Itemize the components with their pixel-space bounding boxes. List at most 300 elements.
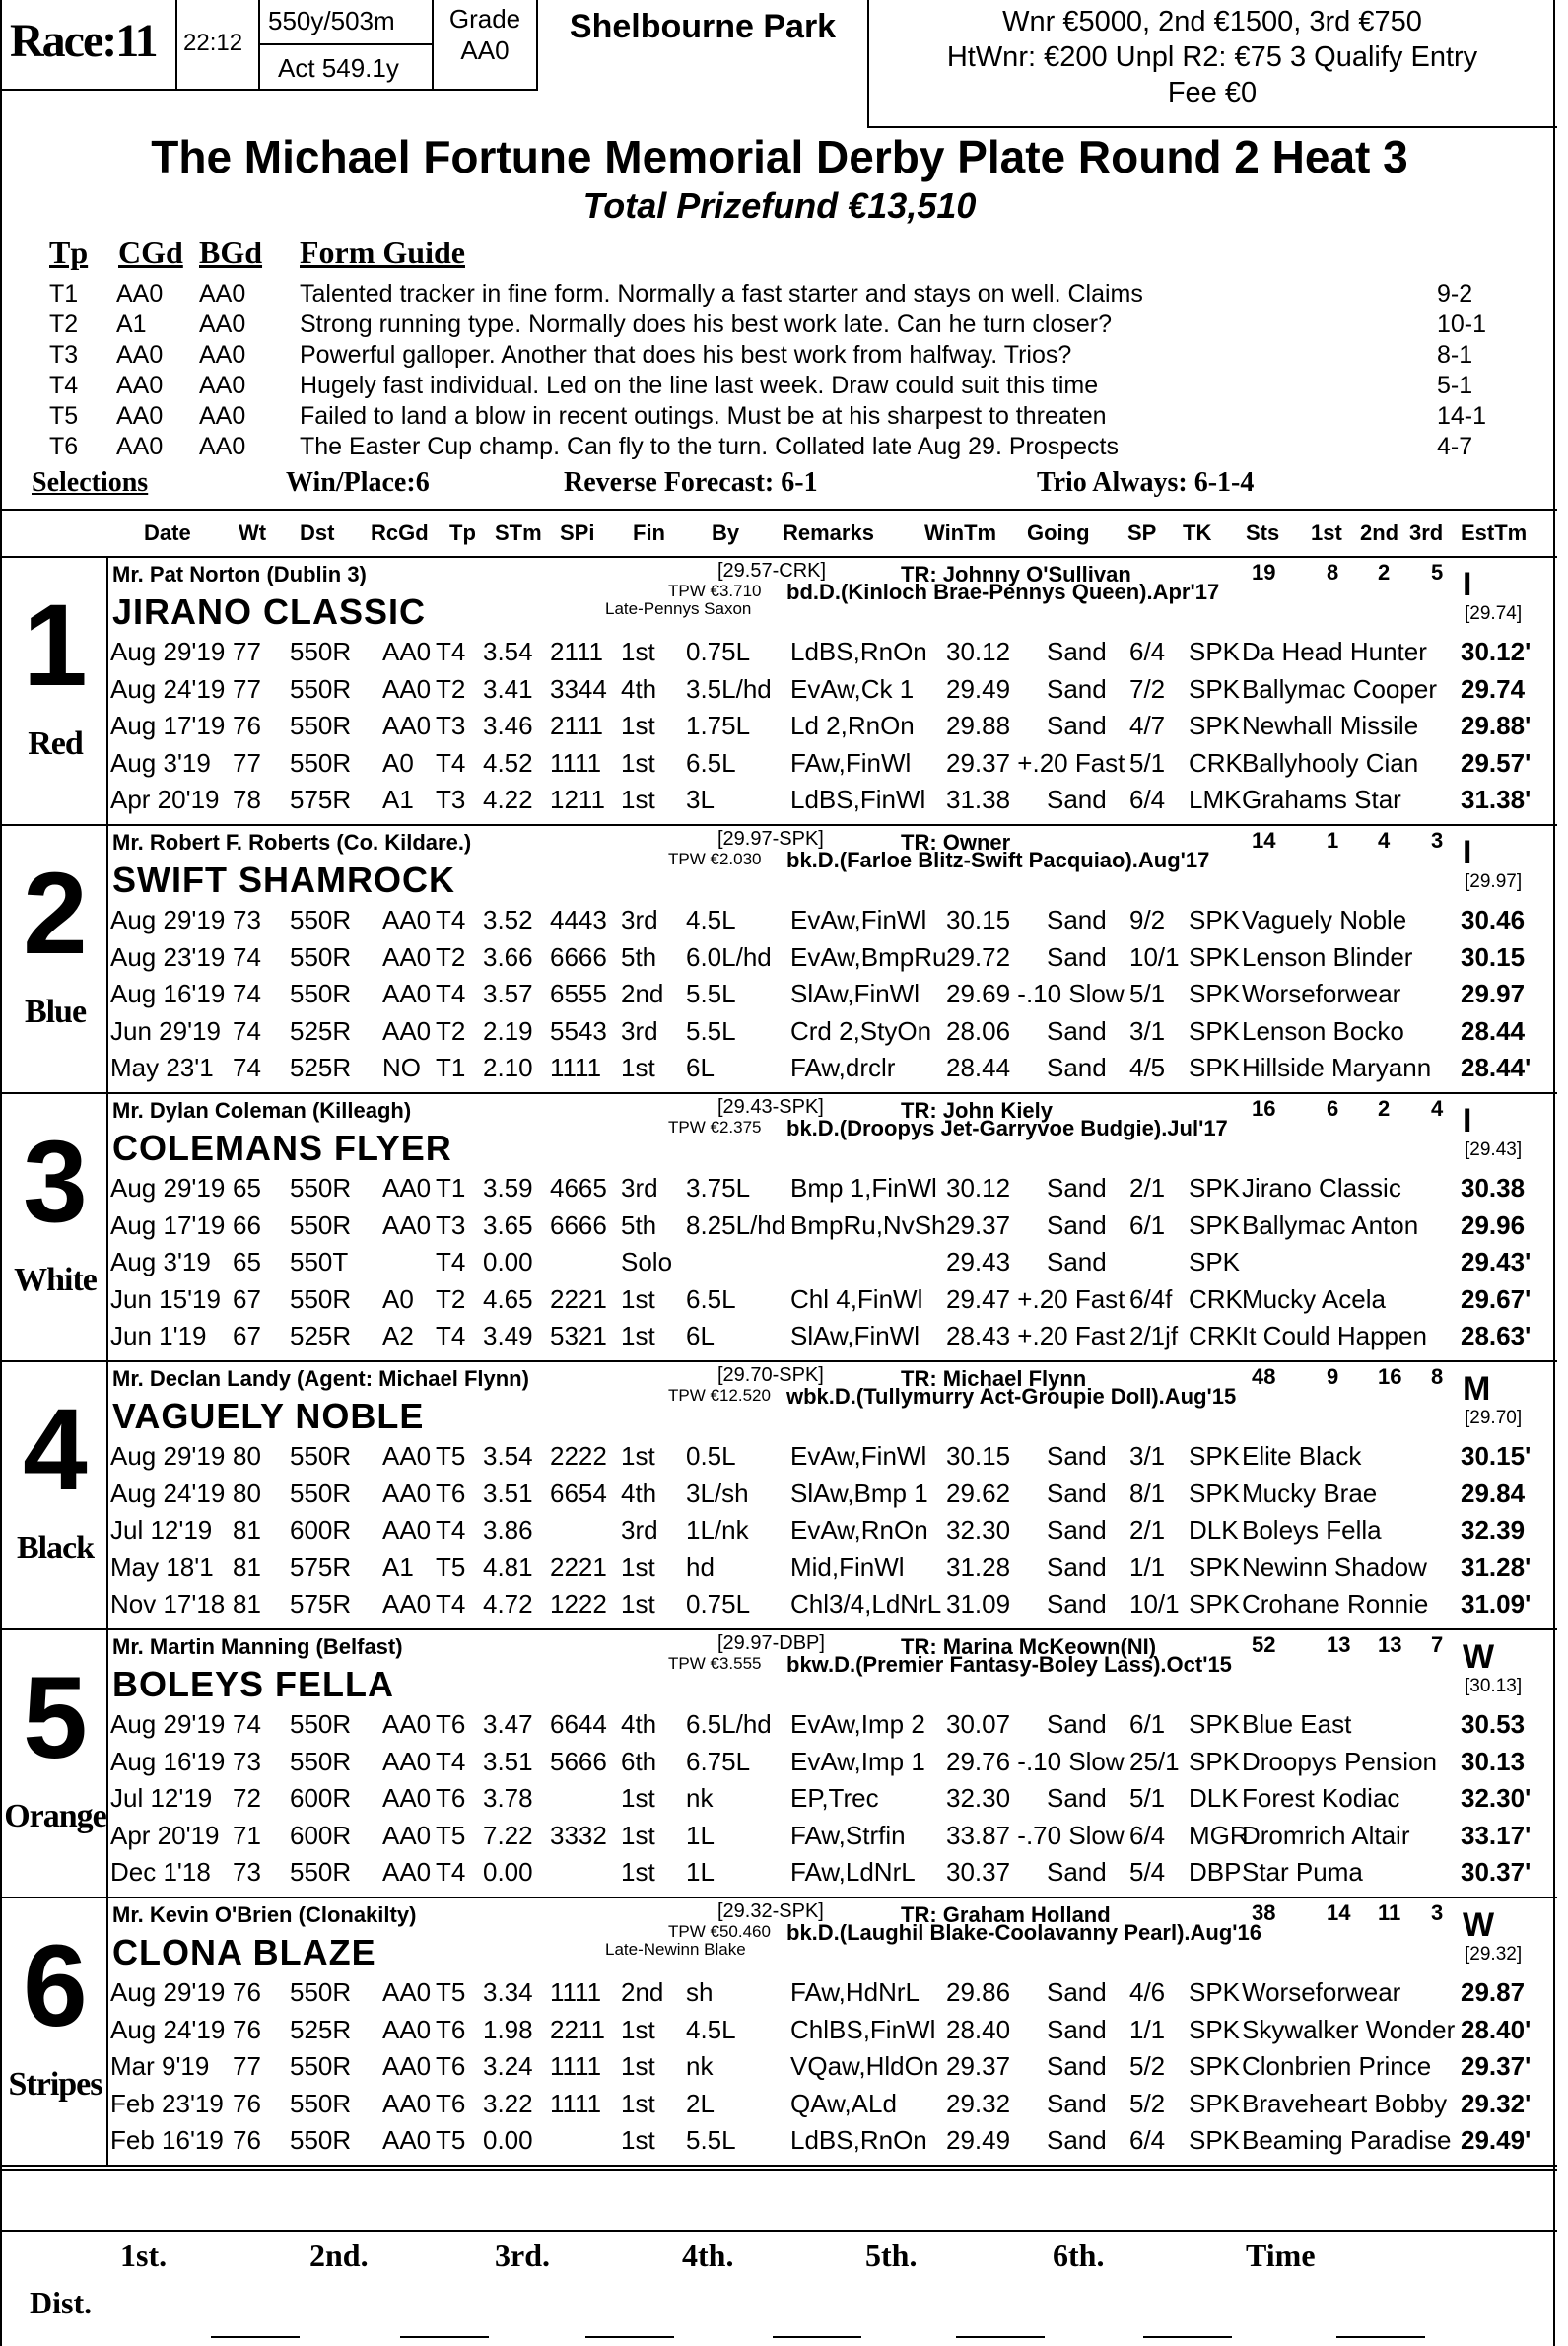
run-date: Aug 16'19 [110, 1746, 226, 1776]
run-dst: 575R [290, 1552, 352, 1582]
run-tk: DLK [1189, 1783, 1239, 1813]
grade-letter: W [1463, 1638, 1495, 1676]
run-sp: 5/1 [1129, 747, 1166, 778]
run-wt: 76 [233, 2014, 261, 2044]
run-tk: SPK [1189, 1709, 1241, 1739]
run-dst: 550R [290, 637, 352, 666]
run-date: Apr 20'19 [110, 785, 220, 814]
form-line [110, 1781, 1555, 1819]
run-rem: QAw,ALd [790, 2088, 897, 2118]
run-wt: 73 [233, 1746, 261, 1776]
run-stm: 0.00 [483, 2125, 533, 2155]
run-wintm: 30.15 [946, 905, 1011, 934]
run-going: Sand [1047, 941, 1107, 972]
run-spi: 3344 [550, 673, 607, 704]
run-going: Sand [1047, 1247, 1107, 1276]
runner-4 [2, 1362, 1557, 1630]
run-rem: BmpRu,NvSh [790, 1209, 946, 1240]
run-tk: SPK [1189, 1209, 1241, 1240]
form-guide-row [2, 341, 1557, 371]
run-tp: T2 [436, 941, 466, 972]
wins: 14 [1327, 1900, 1351, 1925]
run-opp: Mucky Brae [1242, 1478, 1378, 1508]
run-rcgd: AA0 [382, 1783, 432, 1813]
run-date: Aug 29'19 [110, 637, 226, 666]
run-wt: 76 [233, 2125, 261, 2155]
distance-box [260, 0, 434, 45]
run-opp: Newinn Shadow [1242, 1552, 1427, 1582]
form-line [110, 1477, 1555, 1514]
run-et: 31.38' [1461, 785, 1532, 814]
run-opp: Hillside Maryann [1242, 1053, 1432, 1082]
run-tp: T4 [436, 637, 466, 666]
run-tk: SPK [1189, 1478, 1241, 1508]
run-wintm: 29.62 [946, 1478, 1011, 1508]
run-et: 28.44' [1461, 1053, 1532, 1082]
best-time: [29.97-DBP] [717, 1632, 825, 1654]
runner-2 [2, 826, 1557, 1094]
column-header-date: Date [144, 520, 191, 545]
owner: Mr. Robert F. Roberts (Co. Kildare.) [112, 830, 472, 855]
owner: Mr. Declan Landy (Agent: Michael Flynn) [112, 1366, 529, 1391]
runner-6 [2, 1898, 1557, 2167]
form-bgd: AA0 [199, 372, 246, 399]
run-by: 3L [686, 785, 715, 814]
prize-money: TPW €3.710 [668, 582, 762, 600]
run-tp: T6 [436, 1709, 466, 1739]
run-date: Aug 24'19 [110, 2014, 226, 2044]
run-stm: 4.52 [483, 747, 533, 778]
result-blank[interactable] [400, 2336, 489, 2338]
column-header-rcgd: RcGd [371, 520, 429, 545]
breeding: bd.D.(Kinloch Brae-Pennys Queen).Apr'17 [786, 580, 1220, 604]
run-dst: 550R [290, 1209, 352, 1240]
run-dst: 550R [290, 1746, 352, 1776]
dog-name: VAGUELY NOBLE [112, 1396, 425, 1436]
run-spi: 3332 [550, 1820, 607, 1850]
run-rem: EP,Trec [790, 1783, 879, 1813]
run-wintm: 31.28 [946, 1552, 1011, 1582]
run-opp: Worseforwear [1242, 979, 1401, 1008]
breeding: bk.D.(Laughil Blake-Coolavanny Pearl).Aug'16 [786, 1920, 1262, 1945]
race-number-box [2, 0, 177, 91]
run-wintm: 30.07 [946, 1709, 1011, 1739]
run-fin: 4th [621, 1709, 657, 1739]
form-guide [2, 235, 1557, 505]
form-line [110, 1439, 1555, 1477]
run-rem: SlAw,FinWl [790, 1321, 920, 1350]
trap-box [2, 558, 108, 826]
run-wintm: 29.76 -.10 Slow [946, 1746, 1125, 1776]
run-by: 0.75L [686, 637, 751, 666]
trap-number: 1 [23, 581, 88, 711]
run-by: 6.5L/hd [686, 1709, 772, 1739]
breeding: wbk.D.(Tullymurry Act-Groupie Doll).Aug'15 [786, 1384, 1237, 1409]
run-stm: 3.54 [483, 637, 533, 666]
form-comment: The Easter Cup champ. Can fly to the turn. Collated late Aug 29. Prospects [300, 433, 1120, 460]
run-by: 6.5L [686, 1283, 736, 1314]
run-sp: 6/4f [1129, 1283, 1173, 1314]
run-wintm: 29.86 [946, 1977, 1011, 2007]
thirds: 7 [1431, 1632, 1444, 1657]
starts: 14 [1252, 828, 1276, 853]
run-sp: 6/4 [1129, 785, 1166, 814]
run-spi: 5543 [550, 1015, 607, 1046]
run-fin: 1st [621, 2125, 655, 2155]
estimated-time: [29.97] [1465, 871, 1523, 892]
run-sp: 3/1 [1129, 1441, 1166, 1471]
run-going: Sand [1047, 1709, 1107, 1739]
run-et: 30.38 [1461, 1173, 1526, 1203]
run-tp: T2 [436, 1283, 466, 1314]
run-et: 29.96 [1461, 1209, 1526, 1240]
run-sp: 6/1 [1129, 1209, 1166, 1240]
owner: Mr. Dylan Coleman (Killeagh) [112, 1098, 412, 1123]
breeding: bkw.D.(Premier Fantasy-Boley Lass).Oct'15 [786, 1652, 1232, 1677]
form-line [110, 1745, 1555, 1782]
divider [2, 509, 1557, 511]
run-dst: 550R [290, 1977, 352, 2007]
run-tk: SPK [1189, 905, 1241, 934]
run-tp: T6 [436, 2051, 466, 2081]
form-trap: T3 [49, 341, 79, 369]
run-dst: 550R [290, 2051, 352, 2081]
run-wintm: 32.30 [946, 1783, 1011, 1813]
run-going: Sand [1047, 2051, 1107, 2081]
run-spi: 6666 [550, 1209, 607, 1240]
run-tk: MGR [1189, 1820, 1249, 1850]
column-header-going: Going [1027, 520, 1090, 545]
form-line [110, 1855, 1555, 1893]
result-blank[interactable] [773, 2336, 861, 2338]
run-going: Sand [1047, 637, 1107, 666]
run-wt: 67 [233, 1283, 261, 1314]
place-label: Time [1246, 2238, 1316, 2273]
form-cgd: AA0 [116, 402, 164, 430]
run-spi: 2222 [550, 1441, 607, 1471]
run-rcgd: AA0 [382, 2125, 432, 2155]
run-et: 29.37' [1461, 2051, 1532, 2081]
run-wintm: 29.32 [946, 2088, 1011, 2118]
best-time: [29.57-CRK] [717, 560, 827, 582]
run-stm: 3.86 [483, 1515, 533, 1545]
race-label: Race:11 [10, 15, 157, 67]
run-by: 8.25L/hd [686, 1209, 786, 1240]
run-sp: 2/1 [1129, 1515, 1166, 1545]
form-odds: 9-2 [1437, 280, 1473, 308]
column-header-3rd: 3rd [1409, 520, 1444, 545]
dog-name: JIRANO CLASSIC [112, 591, 427, 632]
run-date: Aug 16'19 [110, 979, 226, 1008]
grade-box [434, 0, 538, 91]
result-blank[interactable] [1143, 2336, 1232, 2338]
run-sp: 2/1 [1129, 1173, 1166, 1203]
run-going: Sand [1047, 2125, 1107, 2155]
run-rcgd: AA0 [382, 2088, 432, 2118]
run-stm: 3.49 [483, 1321, 533, 1350]
run-going: Sand [1047, 905, 1107, 934]
form-bgd: AA0 [199, 402, 246, 430]
run-rcgd: A2 [382, 1321, 414, 1350]
run-et: 31.28' [1461, 1552, 1532, 1582]
dog-name: BOLEYS FELLA [112, 1664, 395, 1704]
trainer: TR: Graham Holland [901, 1902, 1111, 1927]
run-fin: 1st [621, 1820, 655, 1850]
run-dst: 600R [290, 1515, 352, 1545]
run-spi: 6654 [550, 1478, 607, 1508]
run-wt: 77 [233, 747, 261, 778]
run-fin: 1st [621, 1441, 655, 1471]
column-header-sp: SP [1127, 520, 1157, 545]
run-by: nk [686, 1783, 714, 1813]
run-date: Aug 23'19 [110, 941, 226, 972]
run-stm: 3.34 [483, 1977, 533, 2007]
run-stm: 3.65 [483, 1209, 533, 1240]
run-sp: 5/2 [1129, 2088, 1166, 2118]
run-fin: 1st [621, 711, 655, 740]
run-rcgd: AA0 [382, 673, 432, 704]
run-sp: 9/2 [1129, 905, 1166, 934]
column-header-dst: Dst [300, 520, 335, 545]
column-header-tk: TK [1183, 520, 1212, 545]
form-line [110, 709, 1555, 746]
form-line [110, 1208, 1555, 1246]
run-wt: 76 [233, 2088, 261, 2118]
prize-money: TPW €50.460 [668, 1922, 771, 1941]
run-tk: SPK [1189, 637, 1241, 666]
run-rcgd: NO [382, 1053, 421, 1082]
run-tp: T4 [436, 1589, 466, 1619]
run-date: Jul 12'19 [110, 1783, 213, 1813]
run-opp: Ballymac Cooper [1242, 673, 1437, 704]
run-spi: 1111 [550, 1053, 602, 1082]
wins: 6 [1327, 1096, 1339, 1121]
wins: 8 [1327, 560, 1339, 585]
grade-letter: I [1463, 834, 1472, 871]
run-spi: 1111 [550, 747, 602, 778]
run-tk: SPK [1189, 979, 1241, 1008]
run-rem: Chl3/4,LdNrL [790, 1589, 942, 1619]
trap-box [2, 826, 108, 1094]
column-header-1st: 1st [1311, 520, 1342, 545]
form-guide-row [2, 372, 1557, 401]
run-stm: 0.00 [483, 1857, 533, 1887]
run-wintm: 31.09 [946, 1589, 1011, 1619]
result-blank[interactable] [211, 2336, 300, 2338]
run-spi: 1111 [550, 1977, 602, 2007]
form-comment: Talented tracker in fine form. Normally a fast starter and stays on well. Claims [300, 280, 1143, 308]
form-cgd: AA0 [116, 372, 164, 399]
starts: 52 [1252, 1632, 1276, 1657]
run-dst: 550R [290, 1283, 352, 1314]
run-et: 28.63' [1461, 1321, 1532, 1350]
thirds: 3 [1431, 828, 1444, 853]
run-rcgd: AA0 [382, 1820, 432, 1850]
wins: 9 [1327, 1364, 1339, 1389]
run-fin: 3rd [621, 1173, 658, 1203]
form-line [110, 977, 1555, 1014]
run-rcgd: AA0 [382, 2051, 432, 2081]
trainer: TR: Michael Flynn [901, 1366, 1087, 1391]
run-date: May 23'1 [110, 1053, 214, 1082]
run-dst: 550R [290, 673, 352, 704]
run-date: Aug 29'19 [110, 1441, 226, 1471]
run-stm: 3.54 [483, 1441, 533, 1471]
run-fin: 4th [621, 673, 657, 704]
grade-letter: W [1463, 1906, 1495, 1944]
run-et: 29.43' [1461, 1247, 1532, 1276]
run-fin: 5th [621, 1209, 657, 1240]
run-dst: 550R [290, 2088, 352, 2118]
form-trap: T6 [49, 433, 79, 460]
dog-name: COLEMANS FLYER [112, 1128, 452, 1168]
form-line [110, 1245, 1555, 1282]
run-rcgd: A1 [382, 785, 414, 814]
run-tk: SPK [1189, 2051, 1241, 2081]
run-going: Sand [1047, 1173, 1107, 1203]
trap-number: 5 [23, 1653, 88, 1783]
breeding: bk.D.(Droopys Jet-Garryvoe Budgie).Jul'17 [786, 1116, 1228, 1140]
run-dst: 550R [290, 1173, 352, 1203]
form-guide-row [2, 433, 1557, 462]
run-stm: 3.24 [483, 2051, 533, 2081]
run-spi: 2221 [550, 1283, 607, 1314]
form-guide-row [2, 310, 1557, 340]
run-rem: Mid,FinWl [790, 1552, 905, 1582]
form-trap: T1 [49, 280, 79, 308]
run-sp: 1/1 [1129, 1552, 1166, 1582]
runner-5 [2, 1630, 1557, 1898]
run-tk: SPK [1189, 1247, 1241, 1276]
runner-3 [2, 1094, 1557, 1362]
result-blank[interactable] [1336, 2336, 1425, 2338]
run-tp: T4 [436, 747, 466, 778]
run-dst: 575R [290, 1589, 352, 1619]
run-going: Sand [1047, 711, 1107, 740]
form-line [110, 2123, 1555, 2161]
run-rem: EvAw,RnOn [790, 1515, 928, 1545]
run-dst: 550R [290, 1441, 352, 1471]
run-stm: 3.52 [483, 905, 533, 934]
run-spi: 5666 [550, 1746, 607, 1776]
run-date: Feb 16'19 [110, 2125, 224, 2155]
prize-money: TPW €2.030 [668, 850, 762, 868]
breeding: bk.D.(Farloe Blitz-Swift Pacquiao).Aug'17 [786, 848, 1210, 872]
run-wintm: 29.37 [946, 2051, 1011, 2081]
run-sp: 10/1 [1129, 1589, 1180, 1619]
run-spi: 1222 [550, 1589, 607, 1619]
place-label: 2nd. [309, 2238, 369, 2273]
thirds: 5 [1431, 560, 1444, 585]
run-tk: SPK [1189, 1173, 1241, 1203]
form-line [110, 1051, 1555, 1088]
seconds: 4 [1378, 828, 1391, 853]
run-wintm: 30.12 [946, 637, 1011, 666]
form-comment: Strong running type. Normally does his best work late. Can he turn closer? [300, 310, 1113, 338]
trainer: TR: Johnny O'Sullivan [901, 562, 1131, 586]
grade-letter: I [1463, 1102, 1472, 1139]
result-blank[interactable] [956, 2336, 1045, 2338]
form-cgd: AA0 [116, 341, 164, 369]
run-wt: 72 [233, 1783, 261, 1813]
form-bgd: AA0 [199, 280, 246, 308]
trap-box [2, 1362, 108, 1630]
run-date: Apr 20'19 [110, 1820, 220, 1850]
run-rcgd: AA0 [382, 979, 432, 1008]
run-opp: Elite Black [1242, 1441, 1362, 1471]
run-by: 6.5L [686, 747, 736, 778]
best-time: [29.97-SPK] [717, 828, 824, 850]
run-wt: 77 [233, 2051, 261, 2081]
run-date: Aug 24'19 [110, 673, 226, 704]
wins: 13 [1327, 1632, 1351, 1657]
run-rem: FAw,LdNrL [790, 1857, 916, 1887]
form-comment: Failed to land a blow in recent outings. Must be at his sharpest to threaten [300, 402, 1107, 430]
trap-colour: Stripes [8, 2066, 102, 2103]
form-line [110, 1587, 1555, 1624]
run-et: 29.67' [1461, 1283, 1532, 1314]
result-blank[interactable] [585, 2336, 674, 2338]
run-opp: Lenson Blinder [1242, 941, 1413, 972]
dog-name: SWIFT SHAMROCK [112, 860, 455, 900]
run-by: 3.75L [686, 1173, 751, 1203]
trap-number: 4 [23, 1385, 88, 1515]
run-tp: T3 [436, 711, 466, 740]
run-opp: Droopys Pension [1242, 1746, 1437, 1776]
run-spi: 2111 [550, 637, 603, 666]
run-rcgd: AA0 [382, 1977, 432, 2007]
run-et: 28.40' [1461, 2014, 1532, 2044]
run-wintm: 30.12 [946, 1173, 1011, 1203]
run-tk: SPK [1189, 1977, 1241, 2007]
run-spi: 4665 [550, 1173, 607, 1203]
form-header-tp: Tp [49, 235, 89, 270]
run-tp: T4 [436, 905, 466, 934]
run-opp: Dromrich Altair [1242, 1820, 1410, 1850]
run-et: 28.44 [1461, 1015, 1526, 1046]
run-date: Aug 29'19 [110, 1709, 226, 1739]
run-opp: Forest Kodiac [1242, 1783, 1400, 1813]
run-rcgd: AA0 [382, 1515, 432, 1545]
run-fin: 1st [621, 637, 655, 666]
run-sp: 2/1jf [1129, 1321, 1179, 1350]
estimated-time: [29.70] [1465, 1408, 1523, 1428]
run-by: 1L [686, 1857, 715, 1887]
run-by: 1L/nk [686, 1515, 749, 1545]
run-dst: 600R [290, 1783, 352, 1813]
run-by: hd [686, 1552, 715, 1582]
run-wintm: 28.40 [946, 2014, 1011, 2044]
run-sp: 4/5 [1129, 1053, 1166, 1082]
run-fin: 1st [621, 2088, 655, 2118]
column-header-remarks: Remarks [783, 520, 874, 545]
trap-colour: Red [28, 725, 83, 762]
run-sp: 25/1 [1129, 1746, 1180, 1776]
form-line [110, 940, 1555, 978]
run-tk: SPK [1189, 2014, 1241, 2044]
run-tk: SPK [1189, 711, 1241, 740]
form-trap: T5 [49, 402, 79, 430]
run-wt: 66 [233, 1209, 261, 1240]
run-tk: SPK [1189, 1441, 1241, 1471]
run-dst: 525R [290, 1053, 352, 1082]
run-rem: Crd 2,StyOn [790, 1015, 932, 1046]
run-spi: 2211 [550, 2014, 605, 2044]
run-stm: 1.98 [483, 2014, 533, 2044]
run-date: Aug 29'19 [110, 905, 226, 934]
run-wintm: 29.43 [946, 1247, 1011, 1276]
owner: Mr. Martin Manning (Belfast) [112, 1634, 403, 1659]
